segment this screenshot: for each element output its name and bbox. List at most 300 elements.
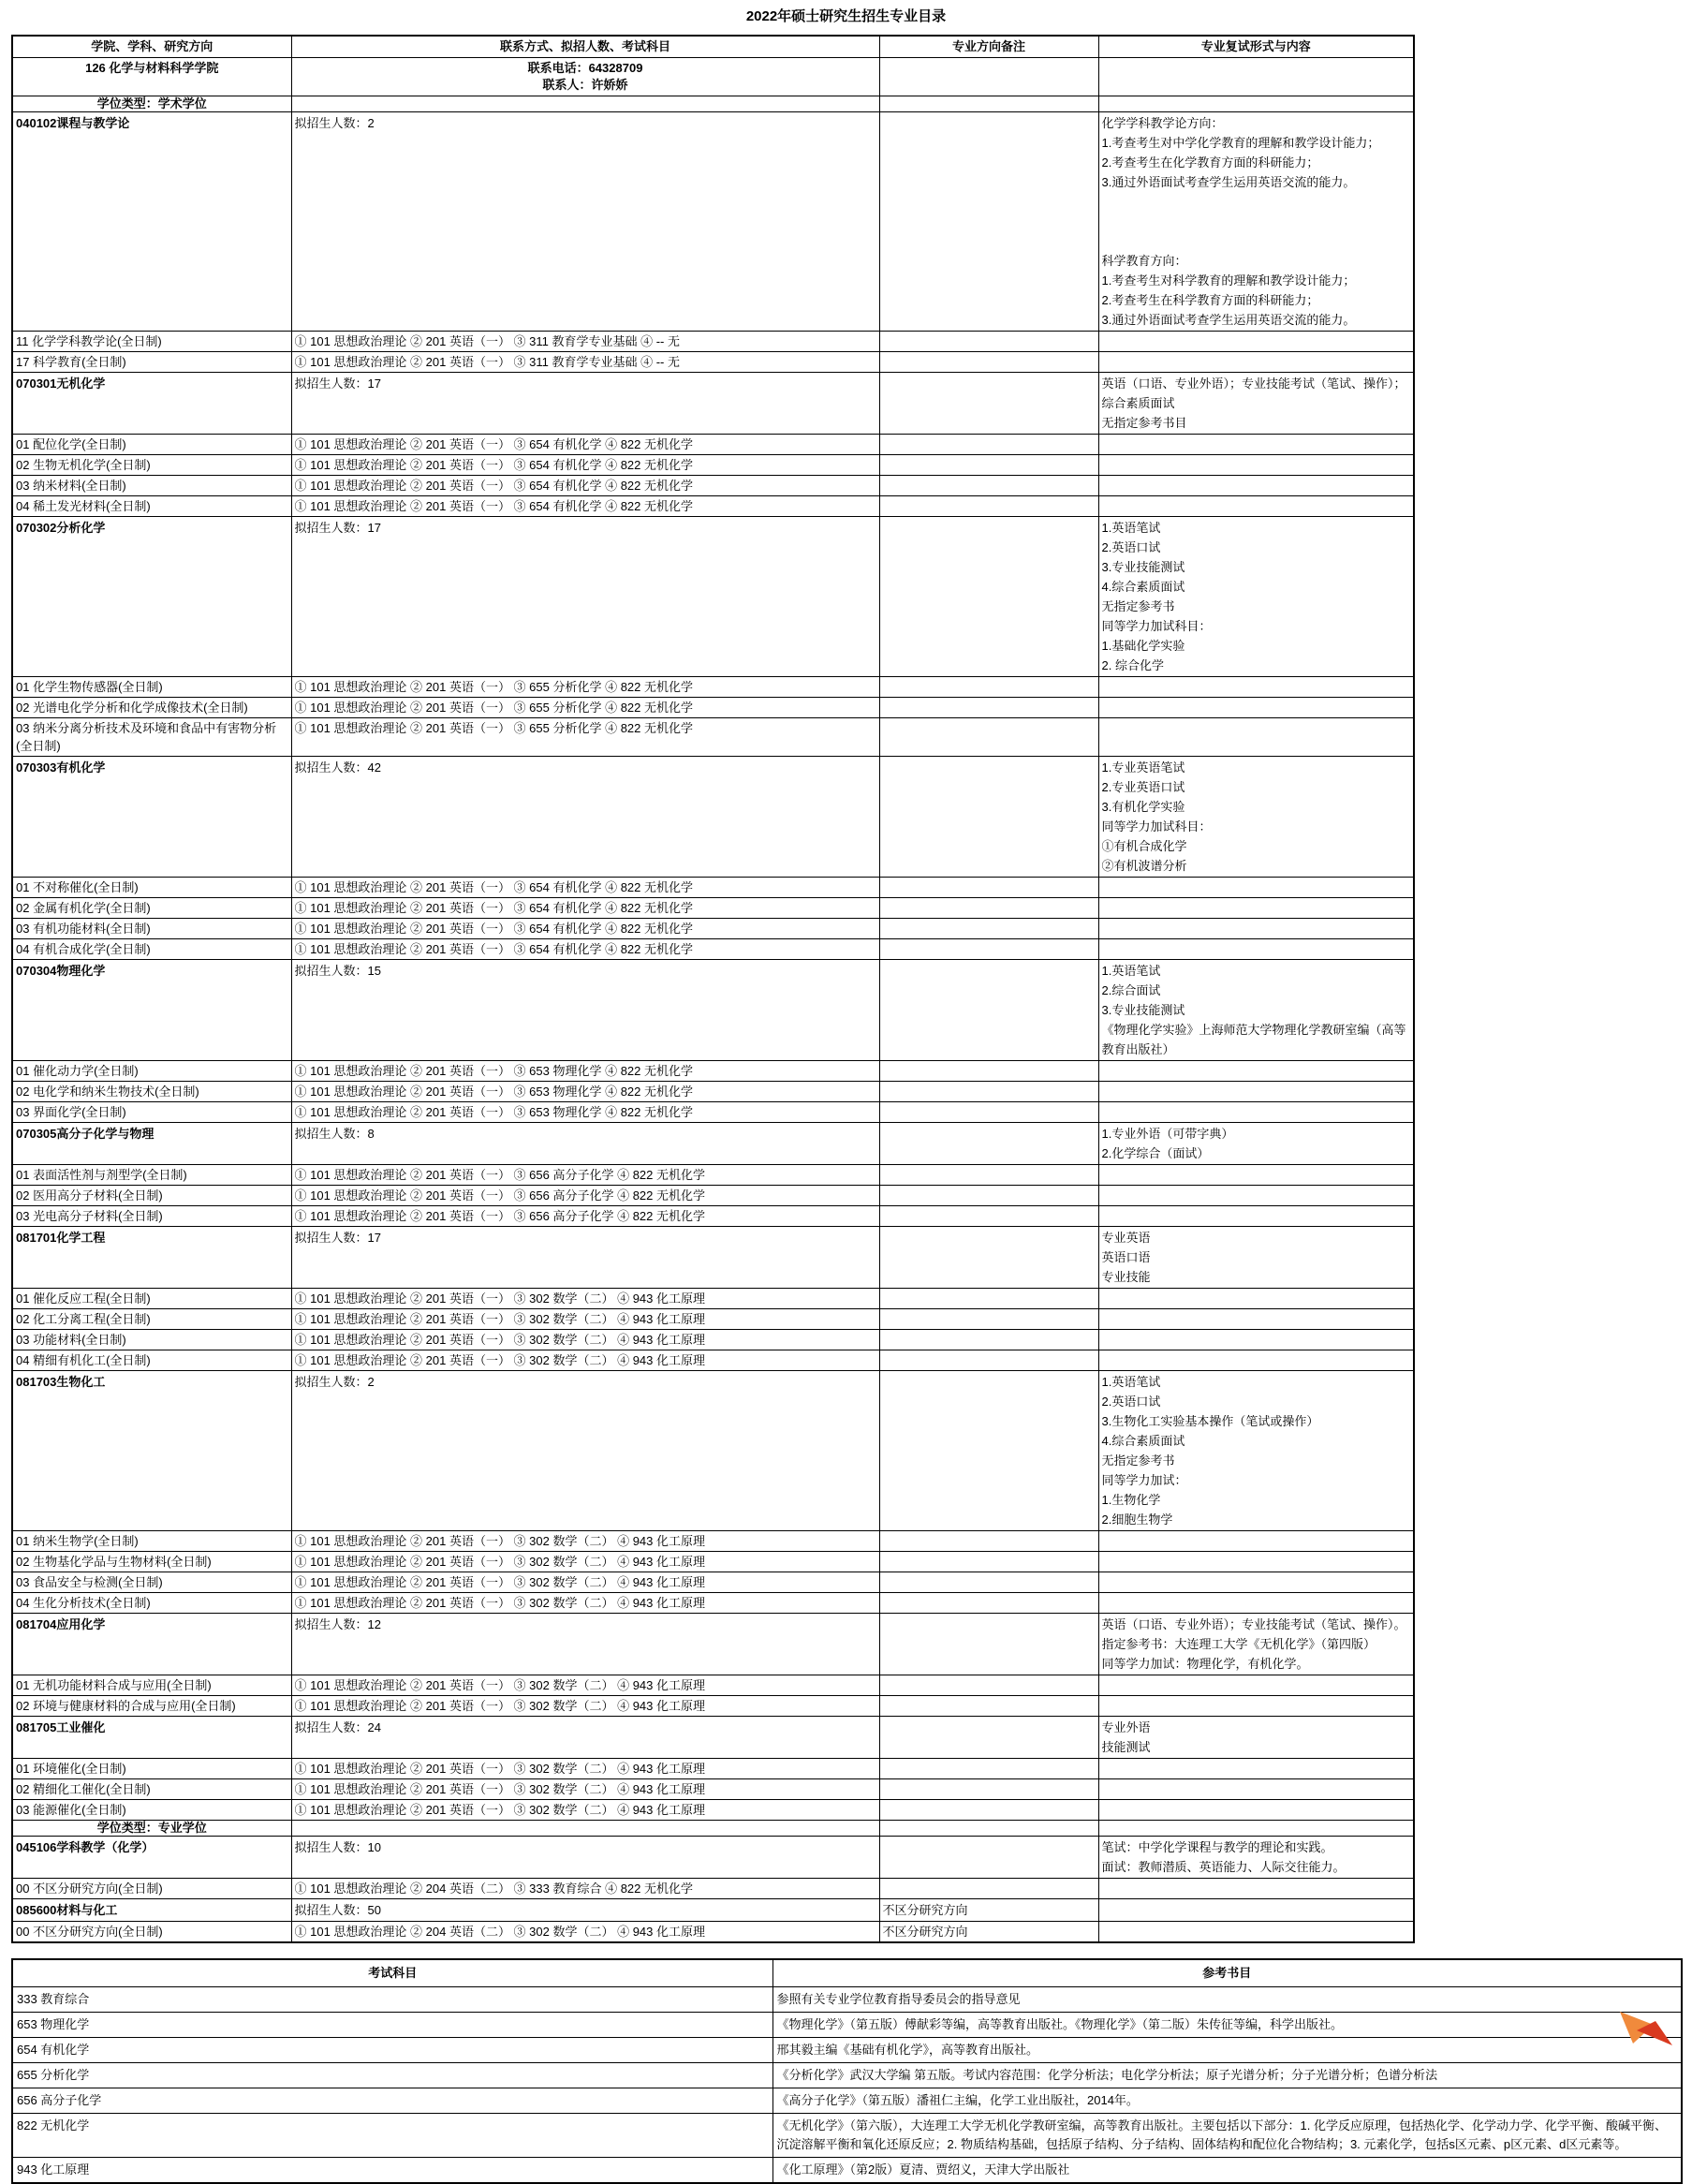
header-remark-column: 专业方向备注 [879, 36, 1098, 58]
direction-exam-subjects: ① 101 思想政治理论 ② 201 英语（一） ③ 302 数学（二） ④ 943 化工原理 [291, 1759, 879, 1779]
direction-name: 03 功能材料(全日制) [12, 1330, 291, 1350]
major-review-content [1098, 1123, 1414, 1165]
major-quota: 拟招生人数：10 [291, 1837, 879, 1879]
empty-cell [1098, 1552, 1414, 1572]
reference-row [12, 2114, 1682, 2158]
review-line [1102, 192, 1411, 212]
major-remark [879, 960, 1098, 1061]
direction-exam-subjects: ① 101 思想政治理论 ② 201 英语（一） ③ 654 有机化学 ④ 822 无机化学 [291, 919, 879, 939]
direction-remark [879, 352, 1098, 373]
direction-exam-subjects: ① 101 思想政治理论 ② 201 英语（一） ③ 302 数学（二） ④ 943 化工原理 [291, 1675, 879, 1696]
ref-exam-subject: 654 有机化学 [12, 2038, 772, 2063]
direction-remark [879, 698, 1098, 718]
review-line: 2.考查考生在化学教育方面的科研能力； [1101, 155, 1319, 170]
review-line: 技能测试 [1101, 1740, 1151, 1754]
review-line: 3.专业技能测试 [1101, 1003, 1185, 1017]
review-line: 1.基础化学实验 [1101, 639, 1185, 653]
major-quota: 拟招生人数：50 [291, 1899, 879, 1922]
direction-row [12, 1350, 1414, 1371]
direction-remark [879, 939, 1098, 960]
direction-exam-subjects: ① 101 思想政治理论 ② 201 英语（一） ③ 302 数学（二） ④ 943 化工原理 [291, 1531, 879, 1552]
direction-row [12, 352, 1414, 373]
degree-type-label: 学位类型：专业学位 [12, 1821, 291, 1837]
direction-name: 03 能源催化(全日制) [12, 1800, 291, 1821]
review-line: 2.专业英语口试 [1101, 780, 1185, 794]
college-contact-cell [291, 58, 879, 96]
direction-name: 01 不对称催化(全日制) [12, 878, 291, 898]
empty-cell [1098, 1061, 1414, 1082]
direction-exam-subjects: ① 101 思想政治理论 ② 201 英语（一） ③ 656 高分子化学 ④ 822 无机化学 [291, 1165, 879, 1186]
major-review-content [1098, 1899, 1414, 1922]
direction-remark [879, 476, 1098, 496]
major-code-name: 081704应用化学 [12, 1614, 291, 1675]
empty-cell [1098, 1531, 1414, 1552]
empty-cell [1098, 939, 1414, 960]
major-code-name: 070303有机化学 [12, 757, 291, 878]
direction-exam-subjects: ① 101 思想政治理论 ② 201 英语（一） ③ 302 数学（二） ④ 943 化工原理 [291, 1330, 879, 1350]
direction-exam-subjects: ① 101 思想政治理论 ② 201 英语（一） ③ 302 数学（二） ④ 943 化工原理 [291, 1350, 879, 1371]
major-review-content [1098, 112, 1414, 332]
direction-remark [879, 1165, 1098, 1186]
review-line: 科学教育方向： [1101, 254, 1187, 268]
review-line: 2.细胞生物学 [1101, 1513, 1173, 1527]
direction-name: 01 催化反应工程(全日制) [12, 1289, 291, 1309]
reference-row [12, 2013, 1682, 2038]
direction-name: 17 科学教育(全日制) [12, 352, 291, 373]
direction-exam-subjects: ① 101 思想政治理论 ② 204 英语（二） ③ 333 教育综合 ④ 822 无机化学 [291, 1879, 879, 1899]
direction-name: 02 生物基化学品与生物材料(全日制) [12, 1552, 291, 1572]
review-line: 无指定参考书 [1101, 1454, 1175, 1468]
major-quota: 拟招生人数：12 [291, 1614, 879, 1675]
direction-row [12, 1759, 1414, 1779]
major-remark [879, 1371, 1098, 1531]
reference-row [12, 1987, 1682, 2013]
major-row [12, 1227, 1414, 1289]
direction-row [12, 898, 1414, 919]
major-row [12, 112, 1414, 332]
direction-remark [879, 919, 1098, 939]
direction-exam-subjects: ① 101 思想政治理论 ② 201 英语（一） ③ 653 物理化学 ④ 822 无机化学 [291, 1102, 879, 1123]
direction-row [12, 1289, 1414, 1309]
review-line: 1.英语笔试 [1101, 964, 1161, 978]
direction-exam-subjects: ① 101 思想政治理论 ② 201 英语（一） ③ 302 数学（二） ④ 943 化工原理 [291, 1309, 879, 1330]
review-line: 同等学力加试：物理化学，有机化学。 [1101, 1657, 1309, 1671]
direction-exam-subjects: ① 101 思想政治理论 ② 201 英语（一） ③ 311 教育学专业基础 ④ -- 无 [291, 332, 879, 352]
review-line: 英语（口语、专业外语）；专业技能考试（笔试、操作）。 [1101, 1617, 1406, 1631]
direction-row [12, 1186, 1414, 1206]
major-review-content [1098, 1614, 1414, 1675]
direction-row [12, 1696, 1414, 1717]
direction-row [12, 332, 1414, 352]
direction-remark [879, 1572, 1098, 1593]
review-line: 英语（口语、专业外语）；专业技能考试（笔试、操作）； [1101, 376, 1406, 391]
ref-book-list: 参照有关专业学位教育指导委员会的指导意见 [772, 1987, 1682, 2013]
review-line: ②有机波谱分析 [1101, 859, 1187, 873]
direction-row [12, 1165, 1414, 1186]
review-line: 1.英语笔试 [1101, 1375, 1161, 1389]
direction-exam-subjects: ① 101 思想政治理论 ② 201 英语（一） ③ 302 数学（二） ④ 943 化工原理 [291, 1800, 879, 1821]
direction-remark [879, 1289, 1098, 1309]
direction-name: 01 无机功能材料合成与应用(全日制) [12, 1675, 291, 1696]
direction-name: 01 催化动力学(全日制) [12, 1061, 291, 1082]
direction-remark [879, 677, 1098, 698]
direction-row [12, 1330, 1414, 1350]
empty-cell [1098, 1186, 1414, 1206]
college-name: 126 化学与材料科学学院 [12, 58, 291, 96]
review-line: 4.综合素质面试 [1101, 1434, 1185, 1448]
direction-row [12, 1800, 1414, 1821]
major-remark [879, 1123, 1098, 1165]
empty-cell [1098, 332, 1414, 352]
major-code-name: 070305高分子化学与物理 [12, 1123, 291, 1165]
header-exam-subject: 考试科目 [12, 1959, 772, 1987]
direction-name: 01 纳米生物学(全日制) [12, 1531, 291, 1552]
major-code-name: 045106学科教学（化学） [12, 1837, 291, 1879]
ref-book-list: 《高分子化学》（第五版）潘祖仁主编，化学工业出版社，2014年。 [772, 2088, 1682, 2114]
direction-exam-subjects: ① 101 思想政治理论 ② 201 英语（一） ③ 302 数学（二） ④ 943 化工原理 [291, 1696, 879, 1717]
empty-cell [1098, 1759, 1414, 1779]
empty-cell [1098, 1821, 1414, 1837]
major-review-content [1098, 960, 1414, 1061]
main-table-header-row [12, 36, 1414, 58]
major-review-content [1098, 373, 1414, 435]
review-line [1102, 212, 1411, 231]
direction-row [12, 677, 1414, 698]
major-quota: 拟招生人数：2 [291, 1371, 879, 1531]
header-contact-column: 联系方式、拟招人数、考试科目 [291, 36, 879, 58]
major-row [12, 1123, 1414, 1165]
direction-exam-subjects: ① 101 思想政治理论 ② 201 英语（一） ③ 654 有机化学 ④ 822 无机化学 [291, 435, 879, 455]
direction-row [12, 435, 1414, 455]
direction-remark [879, 1350, 1098, 1371]
reference-row [12, 2158, 1682, 2184]
review-line: 无指定参考书 [1101, 599, 1175, 613]
direction-remark [879, 1675, 1098, 1696]
major-row [12, 1614, 1414, 1675]
major-quota: 拟招生人数：17 [291, 1227, 879, 1289]
review-line: 无指定参考书目 [1101, 416, 1187, 430]
review-line: 笔试：中学化学课程与教学的理论和实践。 [1101, 1840, 1333, 1854]
review-line: 3.专业技能测试 [1101, 560, 1185, 574]
header-reference-books: 参考书目 [772, 1959, 1682, 1987]
direction-exam-subjects: ① 101 思想政治理论 ② 201 英语（一） ③ 654 有机化学 ④ 822 无机化学 [291, 476, 879, 496]
empty-cell [1098, 1879, 1414, 1899]
page-title: 2022年硕士研究生招生专业目录 [745, 8, 947, 24]
direction-remark [879, 1082, 1098, 1102]
review-line: 1.专业外语（可带字典） [1101, 1127, 1234, 1141]
direction-exam-subjects: ① 101 思想政治理论 ② 201 英语（一） ③ 654 有机化学 ④ 822 无机化学 [291, 878, 879, 898]
major-code-name: 081701化学工程 [12, 1227, 291, 1289]
direction-exam-subjects: ① 101 思想政治理论 ② 201 英语（一） ③ 654 有机化学 ④ 822 无机化学 [291, 455, 879, 476]
review-line: 同等学力加试科目： [1101, 619, 1212, 633]
review-line: 3.生物化工实验基本操作（笔试或操作） [1101, 1414, 1319, 1428]
direction-name: 02 电化学和纳米生物技术(全日制) [12, 1082, 291, 1102]
direction-name: 01 配位化学(全日制) [12, 435, 291, 455]
major-row [12, 373, 1414, 435]
major-quota: 拟招生人数：17 [291, 373, 879, 435]
college-row [12, 58, 1414, 96]
review-line: 1.专业英语笔试 [1101, 760, 1185, 775]
review-line: 化学学科教学论方向： [1101, 116, 1224, 130]
direction-row [12, 1206, 1414, 1227]
major-remark [879, 757, 1098, 878]
direction-exam-subjects: ① 101 思想政治理论 ② 201 英语（一） ③ 653 物理化学 ④ 822 无机化学 [291, 1061, 879, 1082]
empty-cell [1098, 1082, 1414, 1102]
major-review-content [1098, 1837, 1414, 1879]
direction-name: 00 不区分研究方向(全日制) [12, 1922, 291, 1943]
direction-name: 02 光谱电化学分析和化学成像技术(全日制) [12, 698, 291, 718]
empty-cell [291, 1821, 879, 1837]
direction-exam-subjects: ① 101 思想政治理论 ② 201 英语（一） ③ 653 物理化学 ④ 822 无机化学 [291, 1082, 879, 1102]
direction-name: 03 光电高分子材料(全日制) [12, 1206, 291, 1227]
review-line: 2.化学综合（面试） [1101, 1146, 1210, 1160]
major-review-content [1098, 1227, 1414, 1289]
direction-name: 03 有机功能材料(全日制) [12, 919, 291, 939]
contact-phone: 联系电话：64328709 [527, 61, 643, 75]
direction-name: 01 化学生物传感器(全日制) [12, 677, 291, 698]
empty-cell [1098, 1330, 1414, 1350]
major-code-name: 085600材料与化工 [12, 1899, 291, 1922]
direction-name: 04 有机合成化学(全日制) [12, 939, 291, 960]
ref-book-list: 《分析化学》武汉大学编 第五版。考试内容范围：化学分析法；电化学分析法；原子光谱分析；分子光谱分析；色谱分析法 [772, 2063, 1682, 2088]
review-line: 1.英语笔试 [1101, 521, 1161, 535]
direction-remark [879, 1779, 1098, 1800]
direction-exam-subjects: ① 101 思想政治理论 ② 201 英语（一） ③ 655 分析化学 ④ 822 无机化学 [291, 677, 879, 698]
major-remark [879, 517, 1098, 677]
empty-cell [1098, 1350, 1414, 1371]
empty-cell [1098, 677, 1414, 698]
direction-row [12, 1879, 1414, 1899]
ref-book-list: 邢其毅主编《基础有机化学》，高等教育出版社。 [772, 2038, 1682, 2063]
major-quota: 拟招生人数：15 [291, 960, 879, 1061]
direction-remark [879, 1186, 1098, 1206]
college-remark-cell [879, 58, 1098, 96]
admission-catalog-table [11, 35, 1415, 1943]
review-line: 2.综合面试 [1101, 983, 1161, 997]
reference-row [12, 2088, 1682, 2114]
direction-remark [879, 455, 1098, 476]
direction-row [12, 1552, 1414, 1572]
direction-exam-subjects: ① 101 思想政治理论 ② 201 英语（一） ③ 654 有机化学 ④ 822 无机化学 [291, 898, 879, 919]
review-line: 英语口语 [1101, 1250, 1151, 1264]
direction-name: 02 化工分离工程(全日制) [12, 1309, 291, 1330]
major-remark [879, 112, 1098, 332]
major-row [12, 517, 1414, 677]
direction-exam-subjects: ① 101 思想政治理论 ② 201 英语（一） ③ 655 分析化学 ④ 822 无机化学 [291, 718, 879, 757]
major-remark [879, 1614, 1098, 1675]
direction-name: 11 化学学科教学论(全日制) [12, 332, 291, 352]
direction-row [12, 1309, 1414, 1330]
ref-exam-subject: 822 无机化学 [12, 2114, 772, 2158]
empty-cell [1098, 1102, 1414, 1123]
major-row [12, 960, 1414, 1061]
major-code-name: 040102课程与教学论 [12, 112, 291, 332]
review-line: 同等学力加试科目： [1101, 819, 1212, 834]
empty-cell [1098, 1675, 1414, 1696]
review-line: 综合素质面试 [1101, 396, 1175, 410]
ref-exam-subject: 655 分析化学 [12, 2063, 772, 2088]
direction-row [12, 455, 1414, 476]
direction-remark [879, 1330, 1098, 1350]
review-line: 4.综合素质面试 [1101, 580, 1185, 594]
major-row [12, 1837, 1414, 1879]
direction-exam-subjects: ① 101 思想政治理论 ② 201 英语（一） ③ 302 数学（二） ④ 943 化工原理 [291, 1552, 879, 1572]
major-remark [879, 373, 1098, 435]
review-line: 专业技能 [1101, 1270, 1151, 1284]
review-line [1102, 231, 1411, 251]
direction-remark [879, 496, 1098, 517]
empty-cell [1098, 1309, 1414, 1330]
review-line: 1.生物化学 [1101, 1493, 1161, 1507]
direction-row [12, 1675, 1414, 1696]
direction-exam-subjects: ① 101 思想政治理论 ② 201 英语（一） ③ 302 数学（二） ④ 943 化工原理 [291, 1289, 879, 1309]
direction-remark [879, 878, 1098, 898]
degree-type-label: 学位类型：学术学位 [12, 96, 291, 112]
empty-cell [1098, 435, 1414, 455]
empty-cell [1098, 1696, 1414, 1717]
direction-row [12, 1082, 1414, 1102]
direction-name: 03 食品安全与检测(全日制) [12, 1572, 291, 1593]
direction-remark [879, 435, 1098, 455]
empty-cell [1098, 878, 1414, 898]
direction-remark [879, 1800, 1098, 1821]
empty-cell [1098, 1922, 1414, 1943]
direction-remark [879, 1552, 1098, 1572]
empty-cell [1098, 352, 1414, 373]
empty-cell [1098, 1779, 1414, 1800]
empty-cell [1098, 898, 1414, 919]
major-row [12, 1371, 1414, 1531]
major-remark [879, 1837, 1098, 1879]
direction-row [12, 1572, 1414, 1593]
major-quota: 拟招生人数：17 [291, 517, 879, 677]
review-line: 专业外语 [1101, 1720, 1151, 1734]
major-review-content [1098, 757, 1414, 878]
major-row [12, 757, 1414, 878]
direction-name: 04 精细有机化工(全日制) [12, 1350, 291, 1371]
direction-remark [879, 1061, 1098, 1082]
ref-exam-subject: 333 教育综合 [12, 1987, 772, 2013]
degree-type-row [12, 96, 1414, 112]
major-remark [879, 1227, 1098, 1289]
arrow-cursor-icon [1618, 2010, 1676, 2047]
empty-cell [1098, 1165, 1414, 1186]
direction-row [12, 1779, 1414, 1800]
direction-exam-subjects: ① 101 思想政治理论 ② 201 英语（一） ③ 311 教育学专业基础 ④ -- 无 [291, 352, 879, 373]
college-review-cell [1098, 58, 1414, 96]
empty-cell [1098, 496, 1414, 517]
direction-exam-subjects: ① 101 思想政治理论 ② 201 英语（一） ③ 302 数学（二） ④ 943 化工原理 [291, 1779, 879, 1800]
major-code-name: 070304物理化学 [12, 960, 291, 1061]
major-quota: 拟招生人数：24 [291, 1717, 879, 1759]
reference-row [12, 2038, 1682, 2063]
direction-name: 01 环境催化(全日制) [12, 1759, 291, 1779]
major-quota: 拟招生人数：2 [291, 112, 879, 332]
direction-remark [879, 1696, 1098, 1717]
major-review-content [1098, 1371, 1414, 1531]
review-line: 2. 综合化学 [1101, 658, 1164, 672]
empty-cell [879, 1821, 1098, 1837]
empty-cell [1098, 1800, 1414, 1821]
empty-cell [291, 96, 879, 112]
direction-row [12, 718, 1414, 757]
direction-exam-subjects: ① 101 思想政治理论 ② 201 英语（一） ③ 302 数学（二） ④ 943 化工原理 [291, 1572, 879, 1593]
direction-name: 02 金属有机化学(全日制) [12, 898, 291, 919]
empty-cell [1098, 1572, 1414, 1593]
direction-row [12, 878, 1414, 898]
direction-remark [879, 898, 1098, 919]
review-line: 1.考查考生对科学教育的理解和教学设计能力； [1101, 273, 1356, 288]
direction-remark [879, 1879, 1098, 1899]
major-code-name: 081705工业催化 [12, 1717, 291, 1759]
review-line: 面试：教师潜质、英语能力、人际交往能力。 [1101, 1860, 1346, 1874]
empty-cell [1098, 1289, 1414, 1309]
direction-row [12, 1593, 1414, 1614]
direction-name: 03 纳米材料(全日制) [12, 476, 291, 496]
major-remark: 不区分研究方向 [879, 1899, 1098, 1922]
major-quota: 拟招生人数：42 [291, 757, 879, 878]
major-row [12, 1899, 1414, 1922]
empty-cell [1098, 1206, 1414, 1227]
ref-exam-subject: 653 物理化学 [12, 2013, 772, 2038]
direction-remark [879, 1206, 1098, 1227]
direction-name: 02 环境与健康材料的合成与应用(全日制) [12, 1696, 291, 1717]
direction-name: 03 纳米分离分析技术及环境和食品中有害物分析(全日制) [12, 718, 291, 757]
empty-cell [1098, 455, 1414, 476]
empty-cell [879, 96, 1098, 112]
review-line: 指定参考书：大连理工大学《无机化学》（第四版） [1101, 1637, 1376, 1651]
direction-row [12, 1531, 1414, 1552]
direction-name: 02 生物无机化学(全日制) [12, 455, 291, 476]
review-line: 2.英语口试 [1101, 540, 1161, 554]
major-review-content [1098, 517, 1414, 677]
direction-remark [879, 1309, 1098, 1330]
review-line: 专业英语 [1101, 1231, 1151, 1245]
direction-remark [879, 1102, 1098, 1123]
direction-remark [879, 332, 1098, 352]
direction-row [12, 1061, 1414, 1082]
major-code-name: 070301无机化学 [12, 373, 291, 435]
ref-book-list: 《物理化学》（第五版）傅献彩等编，高等教育出版社。《物理化学》（第二版）朱传征等编，科学出版社。 [772, 2013, 1682, 2038]
direction-row [12, 939, 1414, 960]
review-line: 《物理化学实验》上海师范大学物理化学教研室编（高等教育出版社） [1101, 1023, 1406, 1056]
review-line: 3.通过外语面试考查学生运用英语交流的能力。 [1101, 313, 1356, 327]
direction-name: 04 稀土发光材料(全日制) [12, 496, 291, 517]
major-review-content [1098, 1717, 1414, 1759]
direction-row [12, 476, 1414, 496]
review-line: 3.通过外语面试考查学生运用英语交流的能力。 [1101, 175, 1356, 189]
direction-name: 00 不区分研究方向(全日制) [12, 1879, 291, 1899]
review-line: 1.考查考生对中学化学教育的理解和教学设计能力； [1101, 136, 1380, 150]
header-review-column: 专业复试形式与内容 [1098, 36, 1414, 58]
empty-cell [1098, 718, 1414, 757]
major-row [12, 1717, 1414, 1759]
direction-remark [879, 1593, 1098, 1614]
direction-name: 03 界面化学(全日制) [12, 1102, 291, 1123]
empty-cell [1098, 698, 1414, 718]
review-line: 3.有机化学实验 [1101, 800, 1185, 814]
direction-exam-subjects: ① 101 思想政治理论 ② 201 英语（一） ③ 656 高分子化学 ④ 822 无机化学 [291, 1186, 879, 1206]
reference-row [12, 2063, 1682, 2088]
direction-exam-subjects: ① 101 思想政治理论 ② 201 英语（一） ③ 656 高分子化学 ④ 822 无机化学 [291, 1206, 879, 1227]
direction-remark [879, 1759, 1098, 1779]
ref-book-list: 《无机化学》（第六版），大连理工大学无机化学教研室编，高等教育出版社。主要包括以下部分：1. 化学反应原理，包括热化学、化学动力学、化学平衡、酸碱平衡、沉淀溶解平衡和氧化还原反应；2. 物质结构基础，包括原子结构、分子结构、固体结构和配位化合物结构；3. 元素化学，包括s区元素、p区元素、d区元素等。 [772, 2114, 1682, 2158]
review-line: 同等学力加试： [1101, 1473, 1187, 1487]
review-line: ①有机合成化学 [1101, 839, 1187, 853]
header-college-column: 学院、学科、研究方向 [12, 36, 291, 58]
review-line: 2.考查考生在科学教育方面的科研能力； [1101, 293, 1319, 307]
direction-exam-subjects: ① 101 思想政治理论 ② 201 英语（一） ③ 654 有机化学 ④ 822 无机化学 [291, 496, 879, 517]
